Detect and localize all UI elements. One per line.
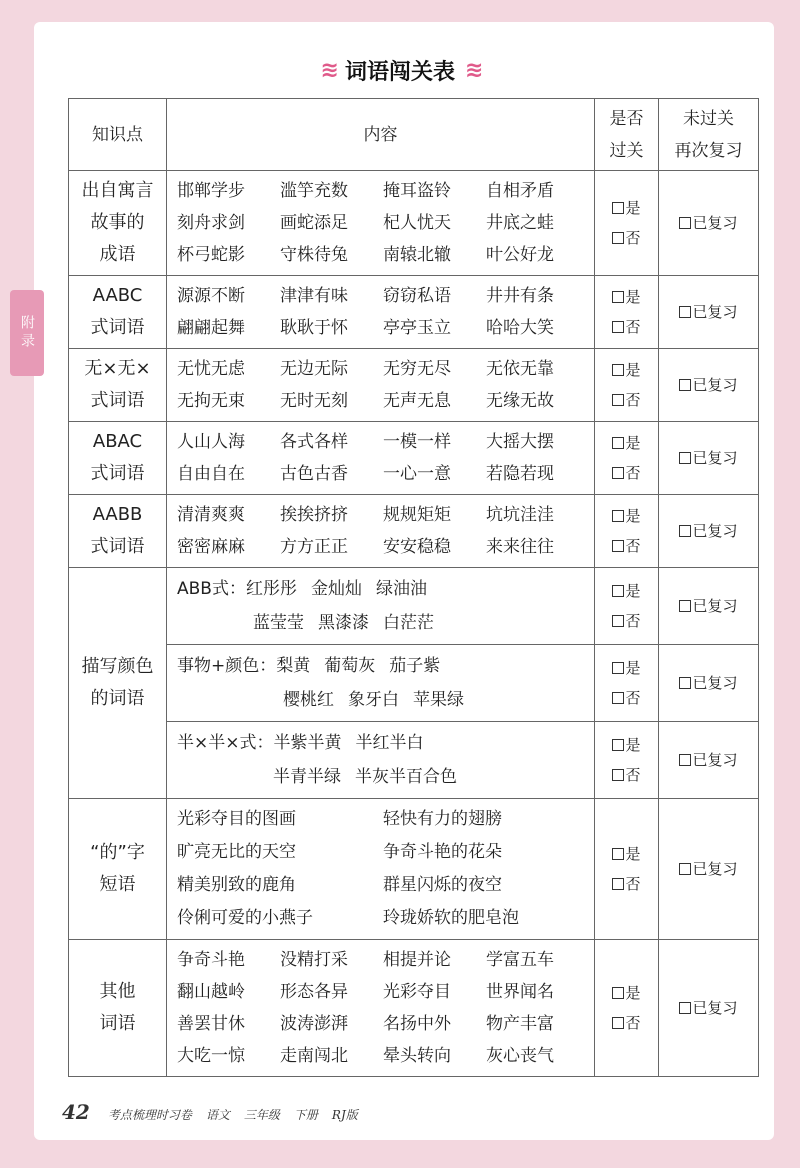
word-item: 翻山越岭	[177, 982, 245, 1002]
category-cell	[69, 799, 167, 940]
word-item: 半青半绿	[273, 767, 341, 787]
word-item: 蓝莹莹	[253, 613, 304, 633]
passed-checkboxes	[595, 171, 659, 276]
category-label: AABB	[92, 504, 143, 525]
subrow-label: 半×半×式：	[177, 733, 274, 753]
word-item: 半灰半百合色	[355, 767, 457, 787]
header-passed-line2: 过关	[609, 140, 644, 161]
reviewed-option[interactable]	[659, 745, 758, 775]
passed-yes-option[interactable]	[595, 193, 658, 223]
content-cell	[167, 495, 595, 568]
content-cell	[167, 276, 595, 349]
passed-no-option[interactable]	[595, 223, 658, 253]
phrase-item: 光彩夺目的图画	[177, 809, 296, 829]
category-cell	[69, 495, 167, 568]
passed-checkboxes	[595, 276, 659, 349]
phrase-item: 旷亮无比的天空	[177, 842, 296, 862]
passed-checkboxes	[595, 645, 659, 722]
subrow-words	[246, 579, 441, 599]
no-label: 否	[625, 229, 641, 247]
word-item: 金灿灿	[310, 579, 362, 599]
phrase-item: 精美别致的鹿角	[177, 875, 296, 895]
word-item: 安安稳稳	[383, 537, 451, 557]
review-checkbox-cell	[659, 645, 759, 722]
word-grid	[177, 353, 588, 417]
checkbox-no[interactable]	[612, 540, 624, 552]
footer-book: 考点梳理时习卷	[107, 1108, 192, 1122]
phrase-item: 轻快有力的翅膀	[383, 809, 502, 829]
word-item: 翩翩起舞	[177, 318, 245, 338]
phrase-item: 伶俐可爱的小燕子	[177, 908, 313, 928]
subrow-line	[177, 683, 588, 717]
header-passed	[595, 99, 659, 171]
reviewed-label: 已复习	[692, 860, 738, 878]
page-title	[0, 50, 800, 90]
word-grid	[177, 426, 588, 490]
passed-yes-option[interactable]	[595, 355, 658, 385]
table-row	[69, 940, 759, 1077]
yes-label: 是	[625, 361, 641, 379]
table-row	[69, 568, 759, 645]
content-cell	[167, 799, 595, 940]
checkbox-yes[interactable]	[612, 202, 624, 214]
word-item: 苹果绿	[413, 690, 464, 710]
passed-yes-option[interactable]	[595, 839, 658, 869]
passed-no-option[interactable]	[595, 869, 658, 899]
content-cell	[167, 349, 595, 422]
yes-label: 是	[625, 659, 641, 677]
checkbox-reviewed[interactable]	[679, 525, 691, 537]
review-checkbox-cell	[659, 568, 759, 645]
word-item: 物产丰富	[486, 1014, 554, 1034]
subrow-line	[177, 572, 588, 606]
reviewed-label: 已复习	[692, 214, 738, 232]
category-label: AABC	[92, 285, 143, 306]
checkbox-reviewed[interactable]	[679, 217, 691, 229]
category-label: 词语	[99, 1013, 136, 1034]
header-review	[659, 99, 759, 171]
category-label: 式词语	[90, 390, 145, 411]
table-row	[69, 722, 759, 799]
category-label: 式词语	[90, 536, 145, 557]
yes-label: 是	[625, 434, 641, 452]
table-row	[69, 799, 759, 940]
word-item: 规规矩矩	[383, 505, 451, 525]
word-item: 象牙白	[348, 690, 399, 710]
checkbox-yes[interactable]	[612, 510, 624, 522]
word-item: 无忧无虑	[177, 359, 245, 379]
subrow-line	[177, 649, 588, 683]
passed-yes-option[interactable]	[595, 282, 658, 312]
table-row	[69, 349, 759, 422]
word-item: 名扬中外	[383, 1014, 451, 1034]
table-row	[69, 422, 759, 495]
passed-yes-option[interactable]	[595, 978, 658, 1008]
yes-label: 是	[625, 736, 641, 754]
checkbox-reviewed[interactable]	[679, 306, 691, 318]
word-item: 守株待兔	[280, 245, 348, 265]
checkbox-no[interactable]	[612, 321, 624, 333]
content-cell	[167, 171, 595, 276]
word-grid	[177, 944, 588, 1072]
word-item: 红彤彤	[245, 579, 297, 599]
word-item: 井底之蛙	[486, 213, 554, 233]
category-label: ABAC	[92, 431, 143, 452]
checkbox-yes[interactable]	[612, 987, 624, 999]
category-cell	[69, 568, 167, 799]
review-checkbox-cell	[659, 799, 759, 940]
reviewed-option[interactable]	[659, 591, 758, 621]
word-item: 无时无刻	[280, 391, 348, 411]
word-item: 方方正正	[280, 537, 348, 557]
word-item: 晕头转向	[383, 1046, 451, 1066]
word-item: 没精打采	[280, 950, 348, 970]
category-cell	[69, 349, 167, 422]
checkbox-yes[interactable]	[612, 585, 624, 597]
word-item: 葡萄灰	[324, 656, 376, 676]
checkbox-reviewed[interactable]	[679, 754, 691, 766]
reviewed-option[interactable]	[659, 297, 758, 327]
reviewed-option[interactable]	[659, 516, 758, 546]
table-row	[69, 645, 759, 722]
passed-checkboxes	[595, 940, 659, 1077]
review-checkbox-cell	[659, 422, 759, 495]
review-checkbox-cell	[659, 349, 759, 422]
word-item: 滥竽充数	[280, 181, 348, 201]
checkbox-yes[interactable]	[612, 291, 624, 303]
word-item: 无穷无尽	[383, 359, 451, 379]
table-header-row	[69, 99, 759, 171]
content-cell	[167, 422, 595, 495]
passed-checkboxes	[595, 422, 659, 495]
word-item: 哈哈大笑	[486, 318, 554, 338]
word-item: 形态各异	[280, 982, 348, 1002]
word-item: 井井有条	[486, 286, 554, 306]
no-label: 否	[625, 537, 641, 555]
subrow-line	[177, 760, 588, 794]
subrow-line	[177, 606, 588, 640]
word-item: 窃窃私语	[383, 286, 451, 306]
word-item: 善罢甘休	[177, 1014, 245, 1034]
word-item: 清清爽爽	[177, 505, 245, 525]
yes-label: 是	[625, 845, 641, 863]
passed-checkboxes	[595, 799, 659, 940]
reviewed-option[interactable]	[659, 443, 758, 473]
no-label: 否	[625, 318, 641, 336]
checkbox-yes[interactable]	[612, 739, 624, 751]
review-checkbox-cell	[659, 276, 759, 349]
category-label: “的”字	[90, 842, 145, 863]
passed-no-option[interactable]	[595, 385, 658, 415]
checkbox-yes[interactable]	[612, 848, 624, 860]
word-item: 密密麻麻	[177, 537, 245, 557]
checkbox-no[interactable]	[612, 615, 624, 627]
no-label: 否	[625, 689, 641, 707]
word-item: 源源不断	[177, 286, 245, 306]
passed-yes-option[interactable]	[595, 428, 658, 458]
category-label: 其他	[99, 981, 136, 1002]
checkbox-reviewed[interactable]	[679, 600, 691, 612]
word-item: 画蛇添足	[280, 213, 348, 233]
category-cell	[69, 940, 167, 1077]
checkbox-no[interactable]	[612, 1017, 624, 1029]
word-item: 半紫半黄	[273, 733, 342, 753]
checkbox-no[interactable]	[612, 692, 624, 704]
word-item: 人山人海	[177, 432, 245, 452]
checkbox-no[interactable]	[612, 394, 624, 406]
no-label: 否	[625, 766, 641, 784]
yes-label: 是	[625, 199, 641, 217]
no-label: 否	[625, 875, 641, 893]
word-item: 耿耿于怀	[280, 318, 348, 338]
word-grid	[177, 499, 588, 563]
word-grid	[177, 175, 588, 271]
word-item: 挨挨挤挤	[280, 505, 348, 525]
footer-edition: RJ版	[331, 1108, 358, 1122]
page-footer	[62, 1100, 358, 1126]
word-item: 走南闯北	[280, 1046, 348, 1066]
passed-no-option[interactable]	[595, 606, 658, 636]
content-cell	[167, 568, 595, 645]
passed-yes-option[interactable]	[595, 653, 658, 683]
category-label: 描写颜色	[81, 656, 154, 677]
word-item: 无声无息	[383, 391, 451, 411]
passed-no-option[interactable]	[595, 458, 658, 488]
word-item: 白茫茫	[383, 613, 434, 633]
word-item: 灰心丧气	[486, 1046, 554, 1066]
passed-no-option[interactable]	[595, 760, 658, 790]
word-item: 相提并论	[383, 950, 451, 970]
checkbox-yes[interactable]	[612, 662, 624, 674]
category-cell	[69, 171, 167, 276]
page-title-text: 词语闯关表	[344, 59, 455, 85]
review-checkbox-cell	[659, 722, 759, 799]
word-item: 邯郸学步	[177, 181, 245, 201]
appendix-side-tab: 附录	[10, 290, 44, 376]
table-row	[69, 495, 759, 568]
word-item: 自由自在	[177, 464, 245, 484]
header-knowledge-point: 知识点	[69, 99, 167, 171]
word-item: 若隐若现	[486, 464, 554, 484]
yes-label: 是	[625, 582, 641, 600]
subrow-line	[177, 726, 588, 760]
no-label: 否	[625, 464, 641, 482]
reviewed-label: 已复习	[692, 674, 738, 692]
word-item: 坑坑洼洼	[486, 505, 554, 525]
category-label: 短语	[99, 874, 136, 895]
word-item: 杯弓蛇影	[177, 245, 245, 265]
reviewed-option[interactable]	[659, 668, 758, 698]
checkbox-no[interactable]	[612, 769, 624, 781]
category-label: 的词语	[90, 688, 145, 709]
checkbox-reviewed[interactable]	[679, 452, 691, 464]
content-cell	[167, 722, 595, 799]
checkbox-yes[interactable]	[612, 437, 624, 449]
phrase-item: 争奇斗艳的花朵	[383, 842, 502, 862]
header-passed-line1: 是否	[609, 108, 644, 129]
reviewed-option[interactable]	[659, 854, 758, 884]
category-label: 成语	[99, 244, 136, 265]
word-item: 大摇大摆	[486, 432, 554, 452]
word-item: 南辕北辙	[383, 245, 451, 265]
passed-yes-option[interactable]	[595, 730, 658, 760]
passed-no-option[interactable]	[595, 683, 658, 713]
reviewed-label: 已复习	[692, 597, 738, 615]
passed-checkboxes	[595, 722, 659, 799]
checkbox-reviewed[interactable]	[679, 1002, 691, 1014]
no-label: 否	[625, 391, 641, 409]
category-label: 出自寓言	[81, 180, 154, 201]
footer-subject: 语文	[205, 1108, 230, 1122]
yes-label: 是	[625, 507, 641, 525]
word-item: 来来往往	[486, 537, 554, 557]
passed-checkboxes	[595, 568, 659, 645]
subrow-words	[274, 733, 438, 753]
word-grid	[177, 280, 588, 344]
word-item: 亭亭玉立	[383, 318, 451, 338]
word-item: 各式各样	[280, 432, 348, 452]
reviewed-label: 已复习	[692, 751, 738, 769]
footer-grade: 三年级	[243, 1108, 280, 1122]
phrase-item: 玲珑娇软的肥皂泡	[383, 908, 519, 928]
checkbox-no[interactable]	[612, 878, 624, 890]
phrase-item: 群星闪烁的夜空	[383, 875, 502, 895]
word-item: 光彩夺目	[383, 982, 451, 1002]
wave-decoration-right-icon: ≋	[465, 57, 480, 83]
word-item: 刻舟求剑	[177, 213, 245, 233]
word-item: 茄子紫	[389, 656, 441, 676]
category-cell	[69, 276, 167, 349]
category-label: 故事的	[90, 212, 145, 233]
word-item: 杞人忧天	[383, 213, 451, 233]
word-item: 无缘无故	[486, 391, 554, 411]
review-checkbox-cell	[659, 940, 759, 1077]
word-item: 争奇斗艳	[177, 950, 245, 970]
content-cell	[167, 940, 595, 1077]
subrow-label: ABB式：	[177, 579, 246, 599]
reviewed-label: 已复习	[692, 449, 738, 467]
passed-checkboxes	[595, 495, 659, 568]
footer-volume: 下册	[293, 1108, 318, 1122]
category-label: 式词语	[90, 317, 145, 338]
passed-checkboxes	[595, 349, 659, 422]
checkbox-reviewed[interactable]	[679, 379, 691, 391]
checkbox-yes[interactable]	[612, 364, 624, 376]
category-label: 无×无×	[84, 358, 151, 379]
category-label: 式词语	[90, 463, 145, 484]
yes-label: 是	[625, 984, 641, 1002]
category-cell	[69, 422, 167, 495]
checkbox-reviewed[interactable]	[679, 677, 691, 689]
subrow-label: 事物+颜色：	[177, 656, 277, 676]
word-item: 津津有味	[280, 286, 348, 306]
reviewed-label: 已复习	[692, 999, 738, 1017]
passed-no-option[interactable]	[595, 1008, 658, 1038]
no-label: 否	[625, 612, 641, 630]
word-item: 绿油油	[375, 579, 427, 599]
reviewed-option[interactable]	[659, 993, 758, 1023]
word-item: 波涛澎湃	[280, 1014, 348, 1034]
word-item: 大吃一惊	[177, 1046, 245, 1066]
no-label: 否	[625, 1014, 641, 1032]
passed-no-option[interactable]	[595, 312, 658, 342]
word-item: 半红半白	[355, 733, 424, 753]
table-row	[69, 276, 759, 349]
reviewed-option[interactable]	[659, 208, 758, 238]
word-item: 世界闻名	[486, 982, 554, 1002]
header-review-line1: 未过关	[683, 108, 734, 129]
subrow-words	[276, 656, 454, 676]
review-checkbox-cell	[659, 171, 759, 276]
table-row	[69, 171, 759, 276]
reviewed-label: 已复习	[692, 376, 738, 394]
yes-label: 是	[625, 288, 641, 306]
word-item: 掩耳盗铃	[383, 181, 451, 201]
checkbox-no[interactable]	[612, 467, 624, 479]
header-content: 内容	[167, 99, 595, 171]
passed-no-option[interactable]	[595, 531, 658, 561]
word-item: 一模一样	[383, 432, 451, 452]
checkbox-reviewed[interactable]	[679, 863, 691, 875]
word-item: 无依无靠	[486, 359, 554, 379]
word-item: 黑漆漆	[318, 613, 369, 633]
word-item: 无边无际	[280, 359, 348, 379]
review-checkbox-cell	[659, 495, 759, 568]
word-item: 无拘无束	[177, 391, 245, 411]
word-item: 梨黄	[276, 656, 311, 676]
word-item: 樱桃红	[283, 690, 334, 710]
page-number: 42	[62, 1100, 90, 1124]
word-item: 自相矛盾	[486, 181, 554, 201]
wave-decoration-left-icon: ≋	[320, 57, 335, 83]
checkbox-no[interactable]	[612, 232, 624, 244]
word-item: 叶公好龙	[486, 245, 554, 265]
content-cell	[167, 645, 595, 722]
reviewed-label: 已复习	[692, 522, 738, 540]
phrase-grid	[177, 803, 588, 935]
word-item: 一心一意	[383, 464, 451, 484]
word-item: 学富五车	[486, 950, 554, 970]
reviewed-label: 已复习	[692, 303, 738, 321]
passed-yes-option[interactable]	[595, 576, 658, 606]
header-review-line2: 再次复习	[674, 140, 743, 161]
word-item: 古色古香	[280, 464, 348, 484]
reviewed-option[interactable]	[659, 370, 758, 400]
passed-yes-option[interactable]	[595, 501, 658, 531]
vocabulary-table	[68, 98, 759, 1077]
